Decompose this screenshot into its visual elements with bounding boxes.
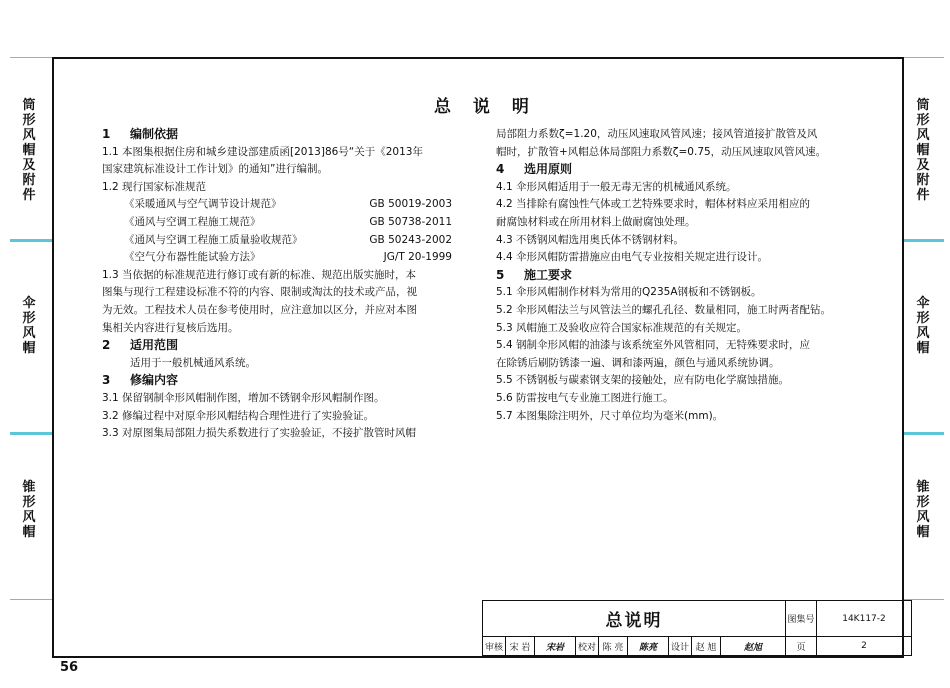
tab-active-band [904,239,944,242]
side-tab-left-3[interactable]: 锥形风帽 [22,480,36,540]
left-column [102,126,452,443]
paragraph: 5.7 本图集除注明外，尺寸单位均为毫米(mm)。 [496,409,724,422]
paragraph: 5.4 钢制伞形风帽的油漆与该系统室外风管相同，无特殊要求时，应 [496,339,811,352]
drawing-title: 总说明 [483,601,786,637]
section-heading: 3 修编内容 [102,373,179,388]
section-heading: 5 施工要求 [496,267,573,282]
title-block [482,600,912,656]
paragraph: 4.1 伞形风帽适用于一般无毒无害的机械通风系统。 [496,180,737,193]
paragraph: 集相关内容进行复核后选用。 [102,321,239,334]
paragraph: 5.6 防雷按电气专业施工图进行施工。 [496,391,674,404]
paragraph: 5.5 不锈钢板与碳素钢支架的接触处，应有防电化学腐蚀措施。 [496,374,790,387]
paragraph: 为无效。工程技术人员在参考使用时，应注意加以区分，并应对本图 [102,303,417,316]
paragraph: 4.4 伞形风帽防雷措施应由电气专业按相关规定进行设计。 [496,251,769,264]
standard-ref: 《采暖通风与空气调节设计规范》 GB 50019-2003 [124,198,452,211]
paragraph: 1.3 当依据的标准规范进行修订或有新的标准、规范出版实施时，本 [102,268,417,281]
tab-divider [10,57,52,58]
check-label: 校对 [576,637,599,656]
standard-ref: 《通风与空调工程施工质量验收规范》 GB 50243-2002 [124,233,452,246]
tab-active-band [10,239,52,242]
designer-name: 赵 旭 [692,637,721,656]
designer-signature: 赵旭 [721,637,786,656]
design-label: 设计 [669,637,692,656]
section-heading: 2 适用范围 [102,338,179,353]
paragraph: 5.3 风帽施工及验收应符合国家标准规范的有关规定。 [496,321,748,334]
side-tab-left-1[interactable]: 筒形风帽及附件 [22,98,36,203]
paragraph: 局部阻力系数ζ=1.20，动压风速取风管风速；接风管道接扩散管及风 [496,128,818,140]
paragraph: 3.2 修编过程中对原伞形风帽结构合理性进行了实验验证。 [102,409,375,422]
atlas-number: 14K117-2 [817,601,912,637]
paragraph: 国家建筑标准设计工作计划》的通知”进行编制。 [102,163,328,176]
side-tab-right-3[interactable]: 锥形风帽 [916,480,930,540]
paragraph: 图集与现行工程建设标准不符的内容、限制或淘汰的技术或产品，视 [102,286,417,299]
standard-ref: 《通风与空调工程施工规范》 GB 50738-2011 [124,215,452,228]
side-tab-left-2[interactable]: 伞形风帽 [22,296,36,356]
paragraph: 4.2 当排除有腐蚀性气体或工艺特殊要求时，帽体材料应采用相应的 [496,198,811,211]
standard-ref: 《空气分布器性能试验方法》 JG/T 20-1999 [124,251,452,264]
page-title: 总 说 明 [434,97,537,117]
right-column [496,126,856,425]
page-label: 页 [786,637,817,656]
page-number: 56 [60,660,79,675]
reviewer-signature: 宋岩 [535,637,576,656]
paragraph: 帽时，扩散管+风帽总体局部阻力系数ζ=0.75，动压风速取风管风速。 [496,145,827,158]
tab-active-band [10,432,52,435]
paragraph: 3.3 对原图集局部阻力损失系数进行了实验验证，不接扩散管时风帽 [102,427,417,440]
paragraph: 3.1 保留钢制伞形风帽制作图，增加不锈钢伞形风帽制作图。 [102,391,385,404]
paragraph: 1.1 本图集根据住房和城乡建设部建质函[2013]86号“关于《2013年 [102,145,423,158]
paragraph: 5.2 伞形风帽法兰与风管法兰的螺孔孔径、数量相同，施工时两者配钻。 [496,303,832,316]
sheet-page-number: 2 [817,637,912,656]
side-tab-right-2[interactable]: 伞形风帽 [916,296,930,356]
paragraph: 耐腐蚀材料或在所用材料上做耐腐蚀处理。 [496,215,696,228]
section-heading: 1 编制依据 [102,127,179,141]
tab-active-band [904,432,944,435]
tab-divider [904,57,944,58]
checker-signature: 陈亮 [628,637,669,656]
paragraph: 4.3 不锈钢风帽选用奥氏体不锈钢材料。 [496,233,685,246]
tab-divider [10,599,52,600]
paragraph: 1.2 现行国家标准规范 [102,180,207,193]
review-label: 审核 [483,637,506,656]
side-tab-right-1[interactable]: 筒形风帽及附件 [916,98,930,203]
checker-name: 陈 亮 [599,637,628,656]
paragraph: 在除锈后刷防锈漆一遍、调和漆两遍，颜色与通风系统协调。 [496,356,780,369]
paragraph: 适用于一般机械通风系统。 [130,356,256,369]
reviewer-name: 宋 岩 [506,637,535,656]
paragraph: 5.1 伞形风帽制作材料为常用的Q235A钢板和不锈钢板。 [496,286,762,299]
section-heading: 4 选用原则 [496,162,573,177]
atlas-label: 图集号 [786,601,817,637]
